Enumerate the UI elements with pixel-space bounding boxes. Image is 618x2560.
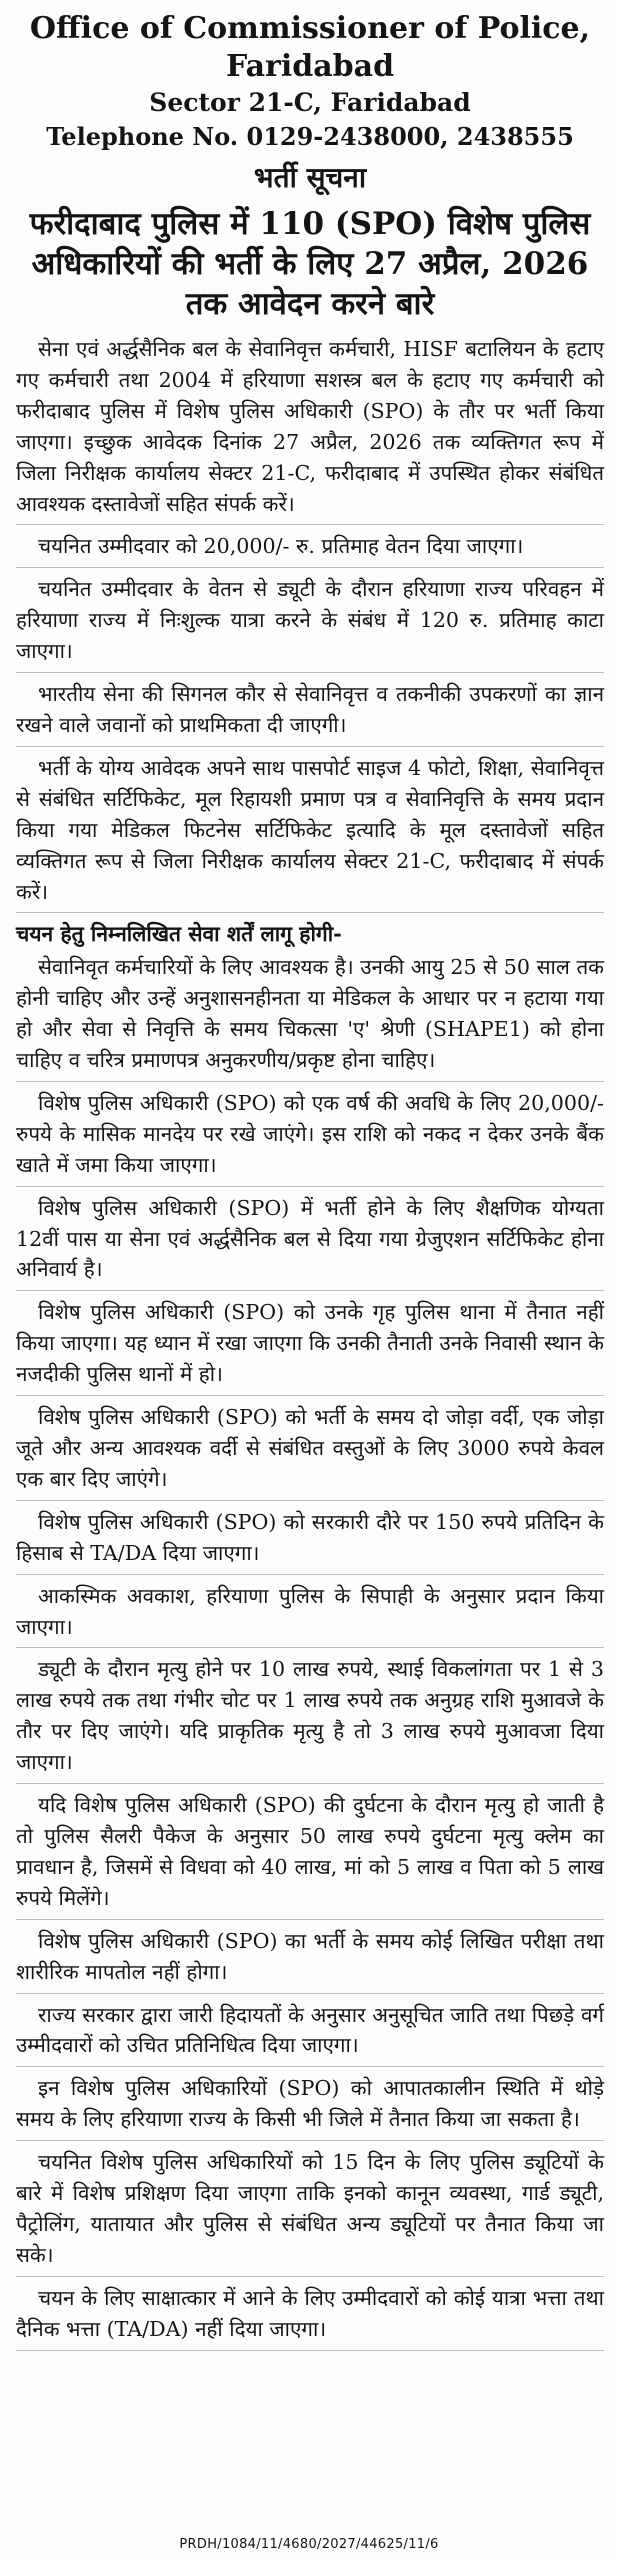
condition-compensation: ड्यूटी के दौरान मृत्यु होने पर 10 लाख रुपये, स्थाई विकलांगता पर 1 से 3 लाख रुपये तक तथा गंभीर चोट पर 1 लाख रुपये तक अनुग्रह राशि मुआवजे के तौर पर दिए जाएंगे। यदि प्राकृतिक मृत्यु है तो 3 लाख रुपये मुआवजा दिया जाएगा। — [16, 1654, 604, 1784]
office-title: Office of Commissioner of Police, Faridabad — [29, 11, 591, 84]
paragraph-documents: भर्ती के योग्य आवेदक अपने साथ पासपोर्ट साइज 4 फोटो, शिक्षा, सेवानिवृत्त से संबंधित सर्टिफिकेट, मूल रिहायशी प्रमाण पत्र व सेवानिवृत्ति के समय प्रदान किया गया मेडिकल फिटनेस सर्टिफिकेट इत्यादि के मूल दस्तावेजों सहित व्यक्तिगत रूप से जिला निरीक्षक कार्यालय सेक्टर 21-C, फरीदाबाद में संपर्क करें। — [16, 753, 604, 914]
paragraph-salary: चयनित उम्मीदवार को 20,000/- रु. प्रतिमाह वेतन दिया जाएगा। — [16, 531, 604, 568]
paragraph-transport-deduction: चयनित उम्मीदवार के वेतन से ड्यूटी के दौरान हरियाणा राज्य परिवहन में हरियाणा राज्य में निःशुल्क यात्रा करने के संबंध में 120 रु. प्रतिमाह काटा जाएगा। — [16, 574, 604, 673]
condition-age-medical: सेवानिवृत कर्मचारियों के लिए आवश्यक है। उनकी आयु 25 से 50 साल तक होनी चाहिए और उन्हें अनुशासनहीनता या मेडिकल के आधार पर न हटाया गया हो और सेवा से निवृत्ति के समय चिकत्सा 'ए' श्रेणी (SHAPE1) को होना चाहिए व चरित्र प्रमाणपत्र अनुकरणीय/प्रकृष्ट होना चाहिए। — [16, 952, 604, 1082]
notice-title: भर्ती सूचना — [253, 161, 367, 194]
condition-reservation: राज्य सरकार द्वारा जारी हिदायतों के अनुसार अनुसूचित जाति तथा पिछड़े वर्ग उम्मीदवारों को उचित प्रतिनिधित्व दिया जाएगा। — [16, 2000, 604, 2068]
footer-reference: PRDH/1084/11/4680/2027/44625/11/6 — [179, 2537, 439, 2552]
paragraph-eligibility: सेना एवं अर्द्धसैनिक बल के सेवानिवृत्त कर्मचारी, HISF बटालियन के हटाए गए कर्मचारी तथा 2004 में हरियाणा सशस्त्र बल के हटाए गए कर्मचारी को फरीदाबाद पुलिस में विशेष पुलिस अधिकारी (SPO) के तौर पर भर्ती किया जाएगा। इच्छुक आवेदक दिनांक 27 अप्रैल, 2026 तक व्यक्तिगत रूप में जिला निरीक्षक कार्यालय सेक्टर 21-C, फरीदाबाद में उपस्थित होकर संबंधित आवश्यक दस्तावेजों सहित संपर्क करें। — [16, 334, 604, 525]
condition-honorarium: विशेष पुलिस अधिकारी (SPO) को एक वर्ष की अवधि के लिए 20,000/- रुपये के मासिक मानदेय पर रखे जाएंगे। इस राशि को नकद न देकर उनके बैंक खाते में जमा किया जाएगा। — [16, 1088, 604, 1187]
office-telephone: Telephone No. 0129-2438000, 2438555 — [46, 122, 574, 151]
condition-training: चयनित विशेष पुलिस अधिकारियों को 15 दिन के लिए पुलिस ड्यूटियों के बारे में विशेष प्रशिक्षण दिया जाएगा ताकि इनको कानून व्यवस्था, गार्ड ड्यूटी, पैट्रोलिंग, यातायात और पुलिस से संबंधित अन्य ड्यूटियों पर तैनात किया जा सके। — [16, 2147, 604, 2277]
notice-header — [16, 10, 604, 324]
condition-education: विशेष पुलिस अधिकारी (SPO) में भर्ती होने के लिए शैक्षणिक योग्यता 12वीं पास या सेना एवं अर्द्धसैनिक बल से दिया गया ग्रेजुएशन सर्टिफिकेट होना अनिवार्य है। — [16, 1193, 604, 1292]
notice-body — [16, 334, 604, 2351]
conditions-heading: चयन हेतु निम्नलिखित सेवा शर्तें लागू होगी- — [16, 921, 342, 947]
condition-uniform: विशेष पुलिस अधिकारी (SPO) को भर्ती के समय दो जोड़ा वर्दी, एक जोड़ा जूते और अन्य आवश्यक वर्दी से संबंधित वस्तुओं के लिए 3000 रुपये केवल एक बार दिए जाएंगे। — [16, 1402, 604, 1501]
condition-emergency-deployment: इन विशेष पुलिस अधिकारियों (SPO) को आपातकालीन स्थिति में थोड़े समय के लिए हरियाणा राज्य के किसी भी जिले में तैनात किया जा सकता है। — [16, 2073, 604, 2141]
condition-casual-leave: आकस्मिक अवकाश, हरियाणा पुलिस के सिपाही के अनुसार प्रदान किया जाएगा। — [16, 1581, 604, 1649]
condition-accident-claim: यदि विशेष पुलिस अधिकारी (SPO) की दुर्घटना के दौरान मृत्यु हो जाती है तो पुलिस सैलरी पैकेज के अनुसार 50 लाख रुपये दुर्घटना मृत्यु क्लेम का प्रावधान है, जिसमें से विधवा को 40 लाख, मां को 5 लाख व पिता को 5 लाख रुपये मिलेंगे। — [16, 1790, 604, 1920]
condition-ta-da: विशेष पुलिस अधिकारी (SPO) को सरकारी दौरे पर 150 रुपये प्रतिदिन के हिसाब से TA/DA दिया जाएगा। — [16, 1507, 604, 1575]
condition-posting: विशेष पुलिस अधिकारी (SPO) को उनके गृह पुलिस थाना में तैनात नहीं किया जाएगा। यह ध्यान में रखा जाएगा कि उनकी तैनाती उनके निवासी स्थान के नजदीकी पुलिस थानों में हो। — [16, 1297, 604, 1396]
condition-no-exam: विशेष पुलिस अधिकारी (SPO) का भर्ती के समय कोई लिखित परीक्षा तथा शारीरिक मापतोल नहीं होगा। — [16, 1926, 604, 1994]
notice-headline: फरीदाबाद पुलिस में 110 (SPO) विशेष पुलिस अधिकारियों की भर्ती के लिए 27 अप्रैल, 2026 तक आवेदन करने बारे — [29, 206, 591, 322]
office-address: Sector 21-C, Faridabad — [149, 88, 471, 117]
condition-no-travel-allowance: चयन के लिए साक्षात्कार में आने के लिए उम्मीदवारों को कोई यात्रा भत्ता तथा दैनिक भत्ता (TA/DA) नहीं दिया जाएगा। — [16, 2283, 604, 2351]
paragraph-signal-corps-priority: भारतीय सेना की सिगनल कौर से सेवानिवृत्त व तकनीकी उपकरणों का ज्ञान रखने वाले जवानों को प्राथमिकता दी जाएगी। — [16, 679, 604, 747]
